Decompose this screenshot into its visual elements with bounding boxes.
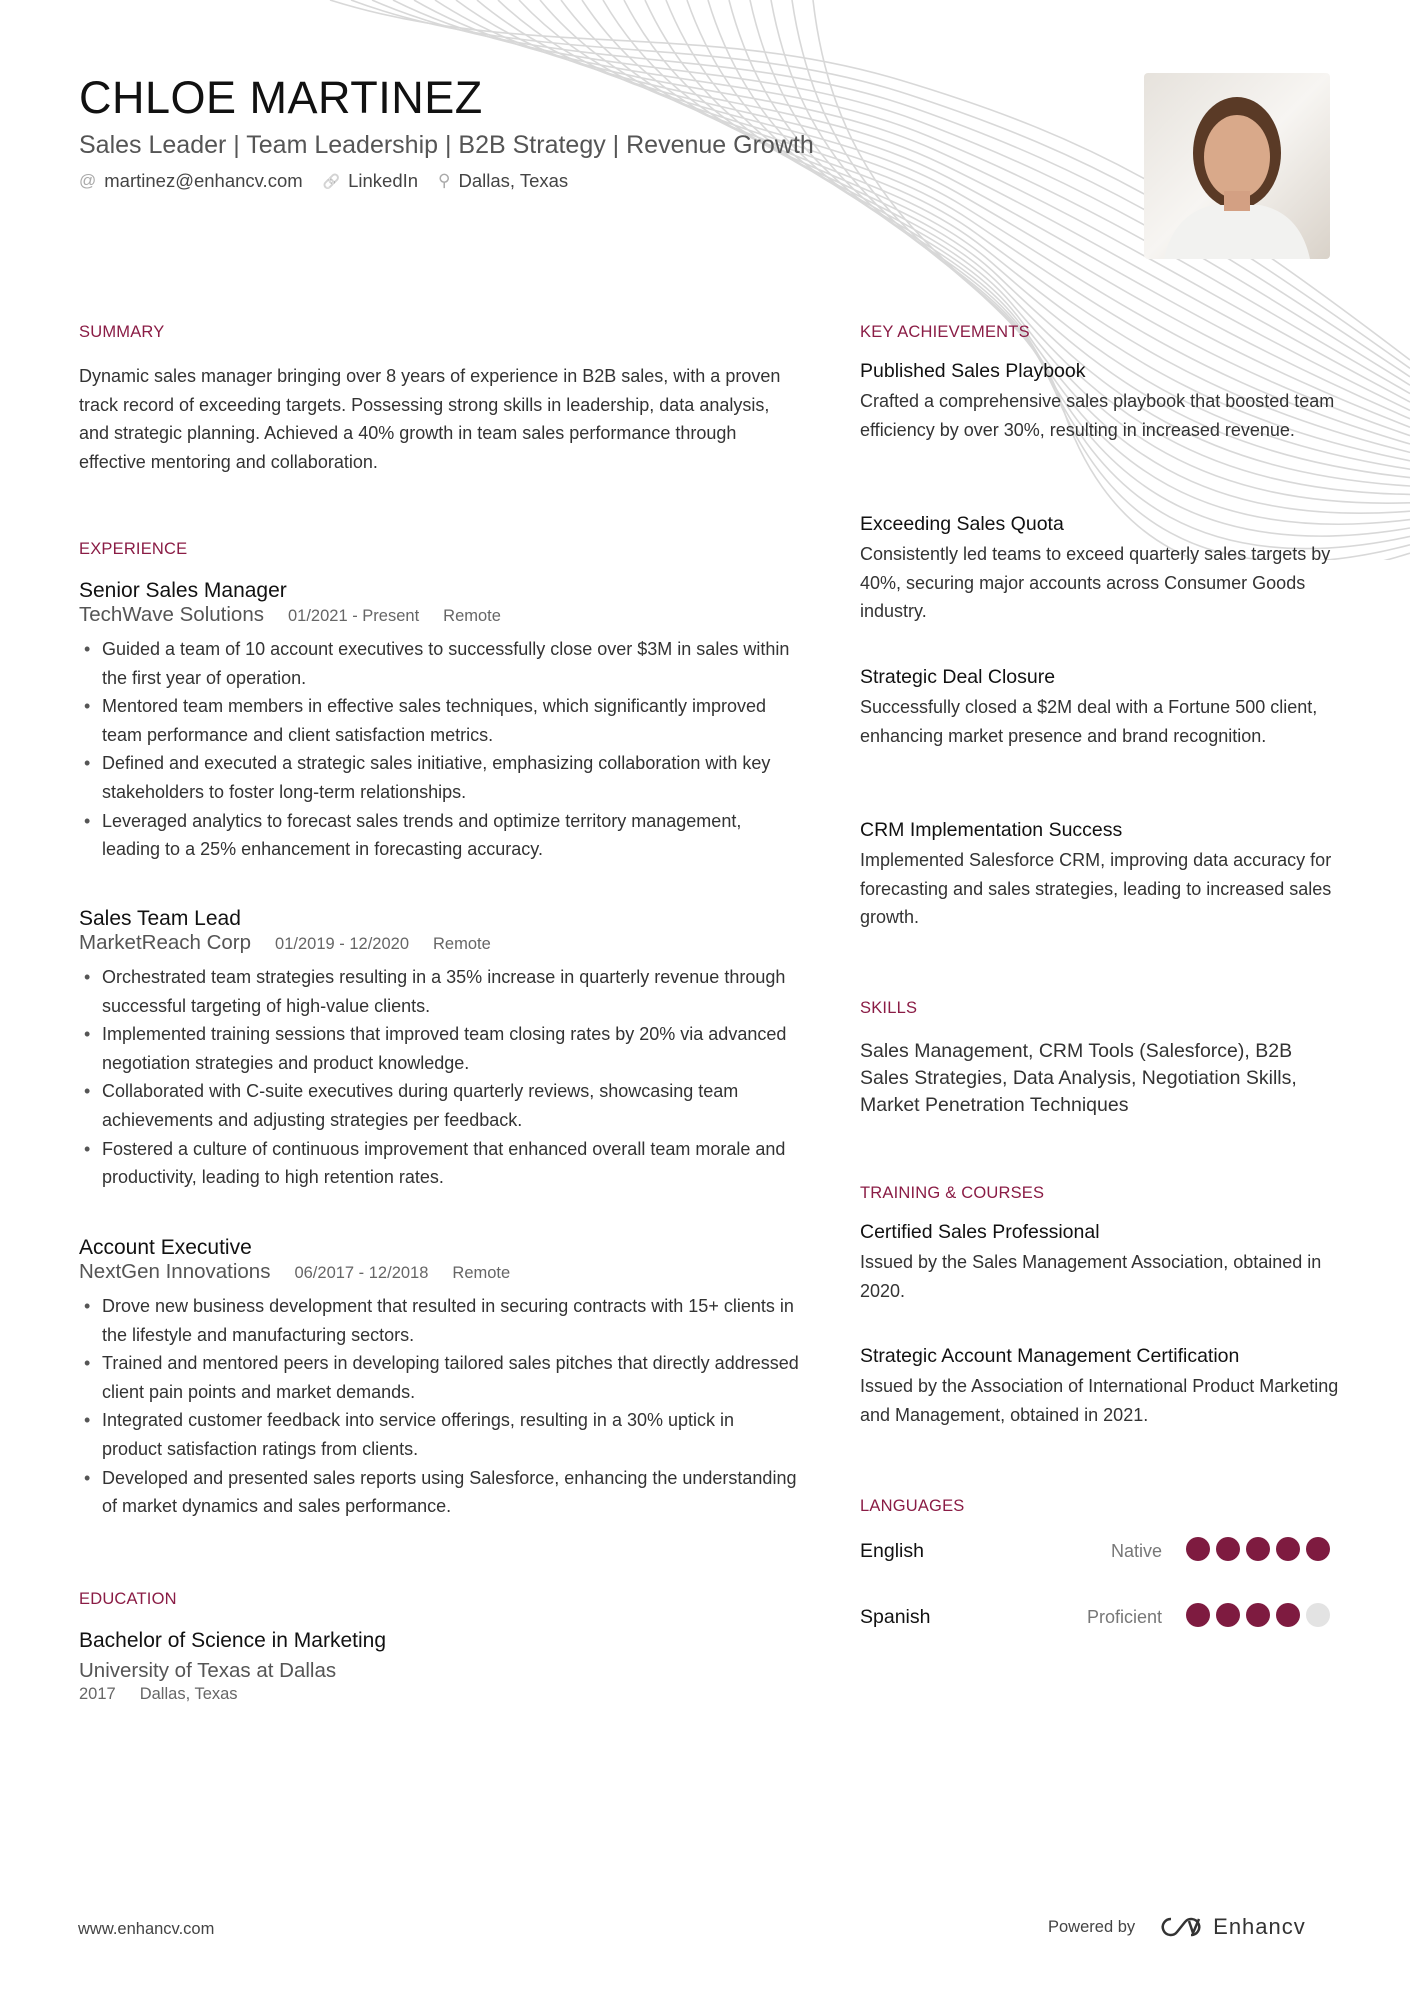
summary-text: Dynamic sales manager bringing over 8 years of experience in B2B sales, with a proven track record of exceeding targets. Possessing strong skills in leadership, data analysis, and strategic planning. Achieved a 40% growth in team sales performance through effective mentoring and collaboration.: [79, 366, 781, 472]
training-title: Certified Sales Professional: [860, 1221, 1100, 1243]
school: University of Texas at Dallas: [79, 1659, 337, 1682]
achievement-text: Implemented Salesforce CRM, improving data accuracy for forecasting and sales strategies, leading to increased sales growth.: [860, 850, 1332, 928]
contact-location: [438, 170, 568, 192]
job-entry: [79, 1236, 799, 1521]
bullet-item: • Collaborated with C-suite executives during quarterly reviews, showcasing team achievements and adjusting strategies per feedback.: [79, 1077, 799, 1134]
powered-by: [1048, 1914, 1306, 1940]
training-item: [860, 1221, 1340, 1305]
languages-heading: LANGUAGES: [860, 1497, 965, 1515]
rating-dot-filled: [1246, 1537, 1270, 1561]
rating-dot-empty: [1306, 1603, 1330, 1627]
bullet-list: [79, 1292, 799, 1521]
company-row: [79, 603, 799, 627]
bullet-item: • Integrated customer feedback into service offerings, resulting in a 30% uptick in product satisfaction ratings from clients.: [79, 1406, 799, 1463]
rating-dot-filled: [1186, 1603, 1210, 1627]
achievement-text: Consistently led teams to exceed quarterly sales targets by 40%, securing major accounts across Consumer Goods industry.: [860, 544, 1331, 622]
powered-by-label: Powered by: [1048, 1917, 1136, 1936]
bullet-item: • Leveraged analytics to forecast sales trends and optimize territory management, leading to a 25% enhancement in forecasting accuracy.: [79, 807, 799, 864]
rating-dot-filled: [1246, 1603, 1270, 1627]
rating-dot-filled: [1186, 1537, 1210, 1561]
enhancv-brand: Enhancv: [1213, 1914, 1306, 1939]
language-rating: [1180, 1603, 1330, 1632]
job-title: Account Executive: [79, 1236, 252, 1259]
bullet-item: • Guided a team of 10 account executives to successfully close over $3M in sales within the first year of operation.: [79, 635, 799, 692]
company-name: NextGen Innovations: [79, 1260, 271, 1283]
achievement-item: [860, 819, 1340, 932]
job-dates: 06/2017 - 12/2018: [294, 1264, 429, 1282]
skills-heading: SKILLS: [860, 999, 918, 1017]
achievement-title: Published Sales Playbook: [860, 360, 1086, 382]
job-title: Sales Team Lead: [79, 907, 241, 930]
language-level: Proficient: [1086, 1607, 1162, 1627]
bullet-item: • Fostered a culture of continuous improvement that enhanced overall team morale and productivity, leading to high retention rates.: [79, 1135, 799, 1192]
achievement-title: Strategic Deal Closure: [860, 666, 1056, 688]
candidate-name: CHLOE MARTINEZ: [79, 72, 483, 123]
bullet-item: • Developed and presented sales reports using Salesforce, enhancing the understanding of market dynamics and sales performance.: [79, 1464, 799, 1521]
bullet-list: [79, 635, 799, 864]
summary-heading: SUMMARY: [79, 323, 165, 341]
rating-dot-filled: [1276, 1537, 1300, 1561]
profile-photo: [1144, 73, 1330, 259]
achievement-title: CRM Implementation Success: [860, 819, 1123, 841]
job-dates: 01/2019 - 12/2020: [275, 935, 409, 953]
training-item: [860, 1345, 1340, 1429]
enhancv-logo[interactable]: [1159, 1914, 1306, 1940]
achievement-title: Exceeding Sales Quota: [860, 513, 1064, 535]
education-location: Dallas, Texas: [139, 1685, 238, 1703]
location-text: Dallas, Texas: [458, 170, 569, 191]
headline: Sales Leader | Team Leadership | B2B Strategy | Revenue Growth: [79, 131, 814, 159]
achievement-item: [860, 360, 1340, 444]
bullet-item: • Mentored team members in effective sales techniques, which significantly improved team performance and client satisfaction metrics.: [79, 692, 799, 749]
email-text: martinez@enhancv.com: [104, 170, 303, 191]
company-name: MarketReach Corp: [79, 931, 252, 954]
job-entry: [79, 907, 799, 1192]
achievement-text: Crafted a comprehensive sales playbook that boosted team efficiency by over 30%, resulting in increased revenue.: [860, 391, 1335, 440]
language-name: Spanish: [860, 1606, 931, 1628]
contact-email[interactable]: [79, 170, 303, 192]
skills-text: Sales Management, CRM Tools (Salesforce), B2B Sales Strategies, Data Analysis, Negotiation Skills, Market Penetration Techniques: [860, 1040, 1297, 1116]
education-entry: [79, 1629, 386, 1704]
degree: Bachelor of Science in Marketing: [79, 1629, 386, 1652]
job-entry: [79, 579, 799, 864]
job-location: Remote: [452, 1264, 511, 1282]
achievement-item: [860, 513, 1340, 626]
enhancv-logo-icon: [1159, 1915, 1205, 1939]
education-year: 2017: [79, 1685, 116, 1703]
achievement-item: [860, 666, 1340, 750]
job-location: Remote: [433, 935, 491, 953]
bullet-list: [79, 963, 799, 1192]
linkedin-text: LinkedIn: [348, 170, 419, 191]
language-level: Native: [1110, 1541, 1162, 1561]
job-dates: 01/2021 - Present: [287, 607, 420, 625]
language-row: [860, 1537, 1330, 1566]
bullet-item: • Implemented training sessions that improved team closing rates by 20% via advanced negotiation strategies and product knowledge.: [79, 1020, 799, 1077]
education-heading: EDUCATION: [79, 1590, 177, 1608]
language-name: English: [860, 1540, 924, 1562]
training-text: Issued by the Sales Management Association, obtained in 2020.: [860, 1252, 1322, 1301]
bullet-item: • Drove new business development that resulted in securing contracts with 15+ clients in the lifestyle and manufacturing sectors.: [79, 1292, 799, 1349]
training-title: Strategic Account Management Certification: [860, 1345, 1240, 1367]
job-location: Remote: [443, 607, 501, 625]
rating-dot-filled: [1216, 1537, 1240, 1561]
achievements-heading: KEY ACHIEVEMENTS: [860, 323, 1030, 341]
bullet-item: • Defined and executed a strategic sales initiative, emphasizing collaboration with key stakeholders to foster long-term relationships.: [79, 749, 799, 806]
link-icon: 🔗: [322, 172, 341, 189]
rating-dot-filled: [1216, 1603, 1240, 1627]
contact-row: [79, 170, 568, 192]
language-rating: [1180, 1537, 1330, 1566]
bullet-item: • Orchestrated team strategies resulting in a 35% increase in quarterly revenue through successful targeting of high-value clients.: [79, 963, 799, 1020]
company-row: [79, 931, 799, 955]
bullet-item: • Trained and mentored peers in developing tailored sales pitches that directly addressed client pain points and market demands.: [79, 1349, 799, 1406]
location-pin-icon: ⚲: [438, 171, 451, 190]
experience-heading: EXPERIENCE: [79, 540, 188, 558]
company-row: [79, 1260, 799, 1284]
at-icon: @: [79, 171, 97, 190]
language-row: [860, 1603, 1330, 1632]
rating-dot-filled: [1306, 1537, 1330, 1561]
achievement-text: Successfully closed a $2M deal with a Fortune 500 client, enhancing market presence and brand recognition.: [860, 697, 1318, 746]
footer-website[interactable]: www.enhancv.com: [78, 1920, 215, 1938]
training-text: Issued by the Association of International Product Marketing and Management, obtained in 2021.: [860, 1376, 1339, 1425]
rating-dot-filled: [1276, 1603, 1300, 1627]
company-name: TechWave Solutions: [79, 603, 264, 626]
contact-linkedin[interactable]: [323, 170, 418, 192]
job-title: Senior Sales Manager: [79, 579, 287, 602]
training-heading: TRAINING & COURSES: [860, 1184, 1045, 1202]
